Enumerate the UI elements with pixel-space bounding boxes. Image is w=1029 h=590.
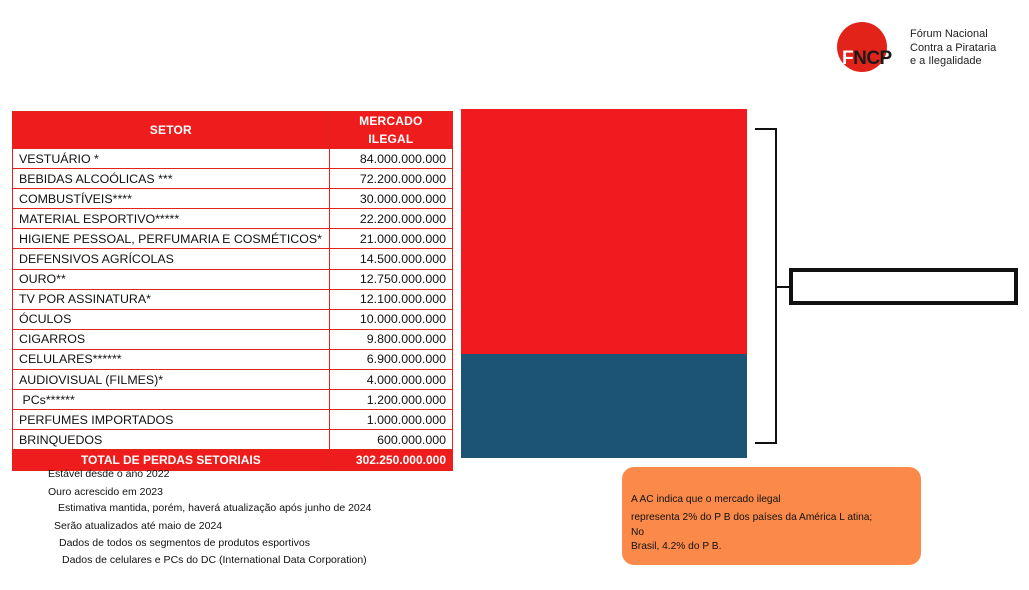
- stacked-bar: [461, 109, 747, 458]
- value-cell: 10.000.000.000: [329, 309, 452, 329]
- table-row: [13, 329, 453, 349]
- table-body: [13, 149, 453, 450]
- callout-line-4: Brasil, 4.2% do P B.: [631, 541, 722, 552]
- table-row: [13, 410, 453, 430]
- footnote-4: Serão atualizados até maio de 2024: [54, 520, 223, 532]
- footnote-6: Dados de celulares e PCs do DC (International Data Corporation): [62, 554, 367, 566]
- table-row: [13, 249, 453, 269]
- value-cell: 1.000.000.000: [329, 410, 452, 430]
- value-cell: 6.900.000.000: [329, 349, 452, 369]
- callout-box: [622, 467, 921, 565]
- bracket: [755, 128, 777, 444]
- value-cell: 600.000.000: [329, 430, 452, 450]
- value-cell: 1.200.000.000: [329, 390, 452, 410]
- value-cell: 14.500.000.000: [329, 249, 452, 269]
- table-row: [13, 289, 453, 309]
- sector-cell: AUDIOVISUAL (FILMES)*: [13, 370, 330, 390]
- sector-cell: DEFENSIVOS AGRÍCOLAS: [13, 249, 330, 269]
- sector-cell: CELULARES******: [13, 349, 330, 369]
- bar-segment-red: [461, 109, 747, 354]
- callout-line-3: No: [631, 527, 645, 538]
- value-cell: 12.750.000.000: [329, 269, 452, 289]
- sector-cell: BEBIDAS ALCOÓLICAS ***: [13, 169, 330, 189]
- total-value: 302.250.000.000: [329, 450, 452, 470]
- table-row: [13, 189, 453, 209]
- header-value: MERCADO ILEGAL: [329, 112, 452, 149]
- value-cell: 22.200.000.000: [329, 209, 452, 229]
- table-header-row: [13, 112, 453, 149]
- table-row: [13, 169, 453, 189]
- sector-cell: PERFUMES IMPORTADOS: [13, 410, 330, 430]
- table-row: [13, 229, 453, 249]
- footnote-1: Estável desde o ano 2022: [48, 468, 170, 480]
- table-row: [13, 309, 453, 329]
- logo-line-1: Fórum Nacional: [910, 28, 988, 40]
- value-cell: 9.800.000.000: [329, 329, 452, 349]
- table-row: [13, 209, 453, 229]
- logo-text: [910, 28, 996, 69]
- value-cell: 4.000.000.000: [329, 370, 452, 390]
- footnote-5: Dados de todos os segmentos de produtos esportivos: [59, 537, 310, 549]
- callout-line-2: representa 2% do P B dos países da América L atina;: [631, 512, 873, 523]
- table-row: [13, 370, 453, 390]
- logo-letters: FNCP: [842, 48, 892, 69]
- value-cell: 72.200.000.000: [329, 169, 452, 189]
- sector-cell: OURO**: [13, 269, 330, 289]
- sector-cell: MATERIAL ESPORTIVO*****: [13, 209, 330, 229]
- footnote-2: Ouro acrescido em 2023: [48, 486, 163, 498]
- logo-line-2: Contra a Pirataria: [910, 41, 997, 54]
- logo-line-3: e a Ilegalidade: [910, 55, 982, 67]
- sector-cell: CIGARROS: [13, 329, 330, 349]
- bracket-tick: [777, 286, 789, 288]
- sector-cell: COMBUSTÍVEIS****: [13, 189, 330, 209]
- sector-cell: VESTUÁRIO *: [13, 149, 330, 169]
- sector-cell: ÓCULOS: [13, 309, 330, 329]
- sector-cell: HIGIENE PESSOAL, PERFUMARIA E COSMÉTICOS*: [13, 229, 330, 249]
- total-label: TOTAL DE PERDAS SETORIAIS: [13, 450, 330, 470]
- value-cell: 12.100.000.000: [329, 289, 452, 309]
- callout-line-1: A AC indica que o mercado ilegal: [631, 494, 781, 505]
- table-row: [13, 430, 453, 450]
- fncp-logo-mark: [834, 22, 906, 74]
- bracket-label-box: [789, 268, 1018, 305]
- table-row: [13, 269, 453, 289]
- table-row: [13, 349, 453, 369]
- footnote-3: Estimativa mantida, porém, haverá atualização após junho de 2024: [58, 502, 372, 514]
- sector-cell: PCs******: [13, 390, 330, 410]
- fncp-logo: [834, 22, 1024, 74]
- value-cell: 84.000.000.000: [329, 149, 452, 169]
- value-cell: 21.000.000.000: [329, 229, 452, 249]
- table-row: [13, 149, 453, 169]
- sector-cell: BRINQUEDOS: [13, 430, 330, 450]
- value-cell: 30.000.000.000: [329, 189, 452, 209]
- header-sector: SETOR: [13, 112, 330, 149]
- bar-segment-blue: [461, 354, 747, 458]
- sector-cell: TV POR ASSINATURA*: [13, 289, 330, 309]
- table-total-row: [13, 450, 453, 470]
- illegal-market-table: [12, 111, 453, 471]
- table-row: [13, 390, 453, 410]
